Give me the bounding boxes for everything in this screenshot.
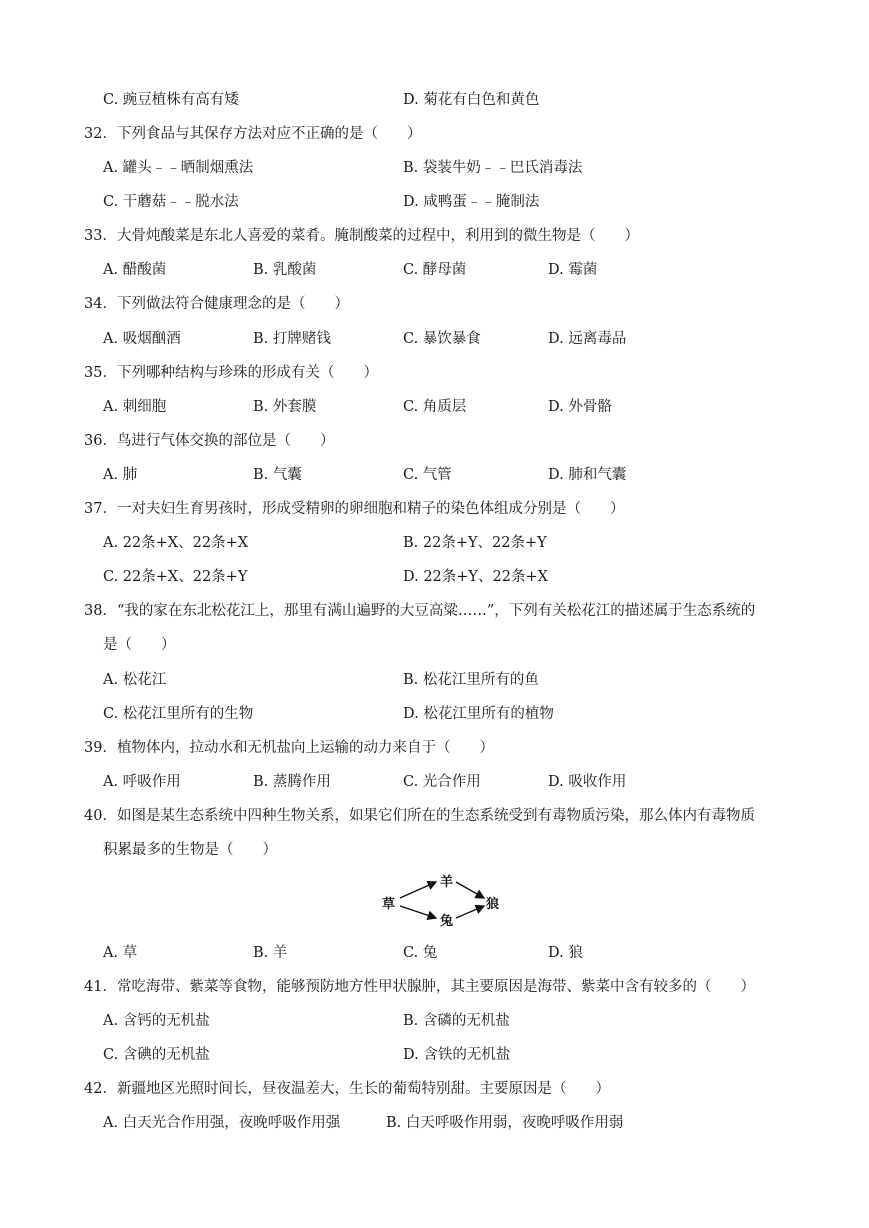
- q40-option-c: C. 兔: [403, 945, 438, 961]
- q34-option-d: D. 远离毒品: [548, 331, 627, 347]
- q40-stem-cont: 积累最多的生物是（ ）: [103, 842, 277, 858]
- q38-stem: 38．“我的家在东北松花江上，那里有满山遍野的大豆高粱……”，下列有关松花江的描述属于生态系统的: [84, 603, 756, 619]
- q41-option-b: B. 含磷的无机盐: [403, 1013, 510, 1029]
- q41-option-d: D. 含铁的无机盐: [403, 1047, 511, 1063]
- arrow-grass-rabbit: [400, 906, 436, 918]
- q42-option-a: A. 白天光合作用强，夜晚呼吸作用强: [103, 1115, 341, 1131]
- q32-option-d: D. 咸鸭蛋﹣﹣腌制法: [403, 194, 540, 210]
- q40-option-b: B. 羊: [253, 945, 288, 961]
- q34-stem: 34．下列做法符合健康理念的是（ ）: [84, 296, 349, 312]
- q34-option-c: C. 暴饮暴食: [403, 331, 481, 347]
- q38-option-d: D. 松花江里所有的植物: [403, 706, 554, 722]
- food-web-diagram: [380, 872, 510, 928]
- q33-option-c: C. 酵母菌: [403, 262, 467, 278]
- q39-option-d: D. 吸收作用: [548, 774, 627, 790]
- arrow-rabbit-wolf: [456, 906, 484, 918]
- q38-option-b: B. 松花江里所有的鱼: [403, 672, 539, 688]
- q31-option-d: D. 菊花有白色和黄色: [403, 92, 540, 108]
- node-grass: 草: [382, 897, 396, 912]
- arrow-sheep-wolf: [456, 882, 484, 898]
- q33-stem: 33．大骨炖酸菜是东北人喜爱的菜肴。腌制酸菜的过程中，利用到的微生物是（ ）: [84, 228, 639, 244]
- q39-stem: 39．植物体内，拉动水和无机盐向上运输的动力来自于（ ）: [84, 740, 494, 756]
- q35-option-a: A. 刺细胞: [103, 399, 167, 415]
- q40-stem: 40．如图是某生态系统中四种生物关系，如果它们所在的生态系统受到有毒物质污染，那么体内有毒物质: [84, 808, 755, 824]
- q38-option-a: A. 松花江: [103, 672, 167, 688]
- q41-stem: 41．常吃海带、紫菜等食物，能够预防地方性甲状腺肿，其主要原因是海带、紫菜中含有较多的（ ）: [84, 979, 755, 995]
- q37-option-a: A. 22条+X、22条+X: [103, 535, 249, 551]
- q32-stem: 32．下列食品与其保存方法对应不正确的是（ ）: [84, 126, 422, 142]
- q36-option-b: B. 气囊: [253, 467, 302, 483]
- q32-option-b: B. 袋装牛奶﹣﹣巴氏消毒法: [403, 160, 583, 176]
- q41-option-c: C. 含碘的无机盐: [103, 1047, 210, 1063]
- q34-option-b: B. 打牌赌钱: [253, 331, 331, 347]
- arrow-grass-sheep: [400, 882, 436, 898]
- q32-option-a: A. 罐头﹣﹣晒制烟熏法: [103, 160, 254, 176]
- q36-option-d: D. 肺和气囊: [548, 467, 627, 483]
- q33-option-a: A. 醋酸菌: [103, 262, 167, 278]
- q37-stem: 37．一对夫妇生育男孩时，形成受精卵的卵细胞和精子的染色体组成分别是（ ）: [84, 501, 625, 517]
- node-sheep: 羊: [440, 875, 454, 890]
- q36-stem: 36．鸟进行气体交换的部位是（ ）: [84, 433, 335, 449]
- q35-option-c: C. 角质层: [403, 399, 467, 415]
- q41-option-a: A. 含钙的无机盐: [103, 1013, 210, 1029]
- q39-option-c: C. 光合作用: [403, 774, 481, 790]
- q32-option-c: C. 干蘑菇﹣﹣脱水法: [103, 194, 239, 210]
- q35-option-b: B. 外套膜: [253, 399, 317, 415]
- q38-stem-cont: 是（ ）: [103, 637, 176, 653]
- q37-option-b: B. 22条+Y、22条+Y: [403, 535, 547, 551]
- q40-option-d: D. 狼: [548, 945, 583, 961]
- q31-option-c: C. 豌豆植株有高有矮: [103, 92, 239, 108]
- q37-option-d: D. 22条+Y、22条+X: [403, 569, 548, 585]
- q37-option-c: C. 22条+X、22条+Y: [103, 569, 248, 585]
- q35-stem: 35．下列哪种结构与珍珠的形成有关（ ）: [84, 365, 378, 381]
- q33-option-d: D. 霉菌: [548, 262, 598, 278]
- node-rabbit: 兔: [440, 914, 454, 928]
- node-wolf: 狼: [486, 897, 500, 912]
- q42-option-b: B. 白天呼吸作用弱，夜晚呼吸作用弱: [386, 1115, 624, 1131]
- q40-option-a: A. 草: [103, 945, 138, 961]
- q35-option-d: D. 外骨骼: [548, 399, 612, 415]
- q36-option-c: C. 气管: [403, 467, 452, 483]
- q39-option-b: B. 蒸腾作用: [253, 774, 331, 790]
- q33-option-b: B. 乳酸菌: [253, 262, 317, 278]
- q39-option-a: A. 呼吸作用: [103, 774, 181, 790]
- q42-stem: 42．新疆地区光照时间长，昼夜温差大，生长的葡萄特别甜。主要原因是（ ）: [84, 1081, 610, 1097]
- q38-option-c: C. 松花江里所有的生物: [103, 706, 254, 722]
- q34-option-a: A. 吸烟酗酒: [103, 331, 181, 347]
- q36-option-a: A. 肺: [103, 467, 138, 483]
